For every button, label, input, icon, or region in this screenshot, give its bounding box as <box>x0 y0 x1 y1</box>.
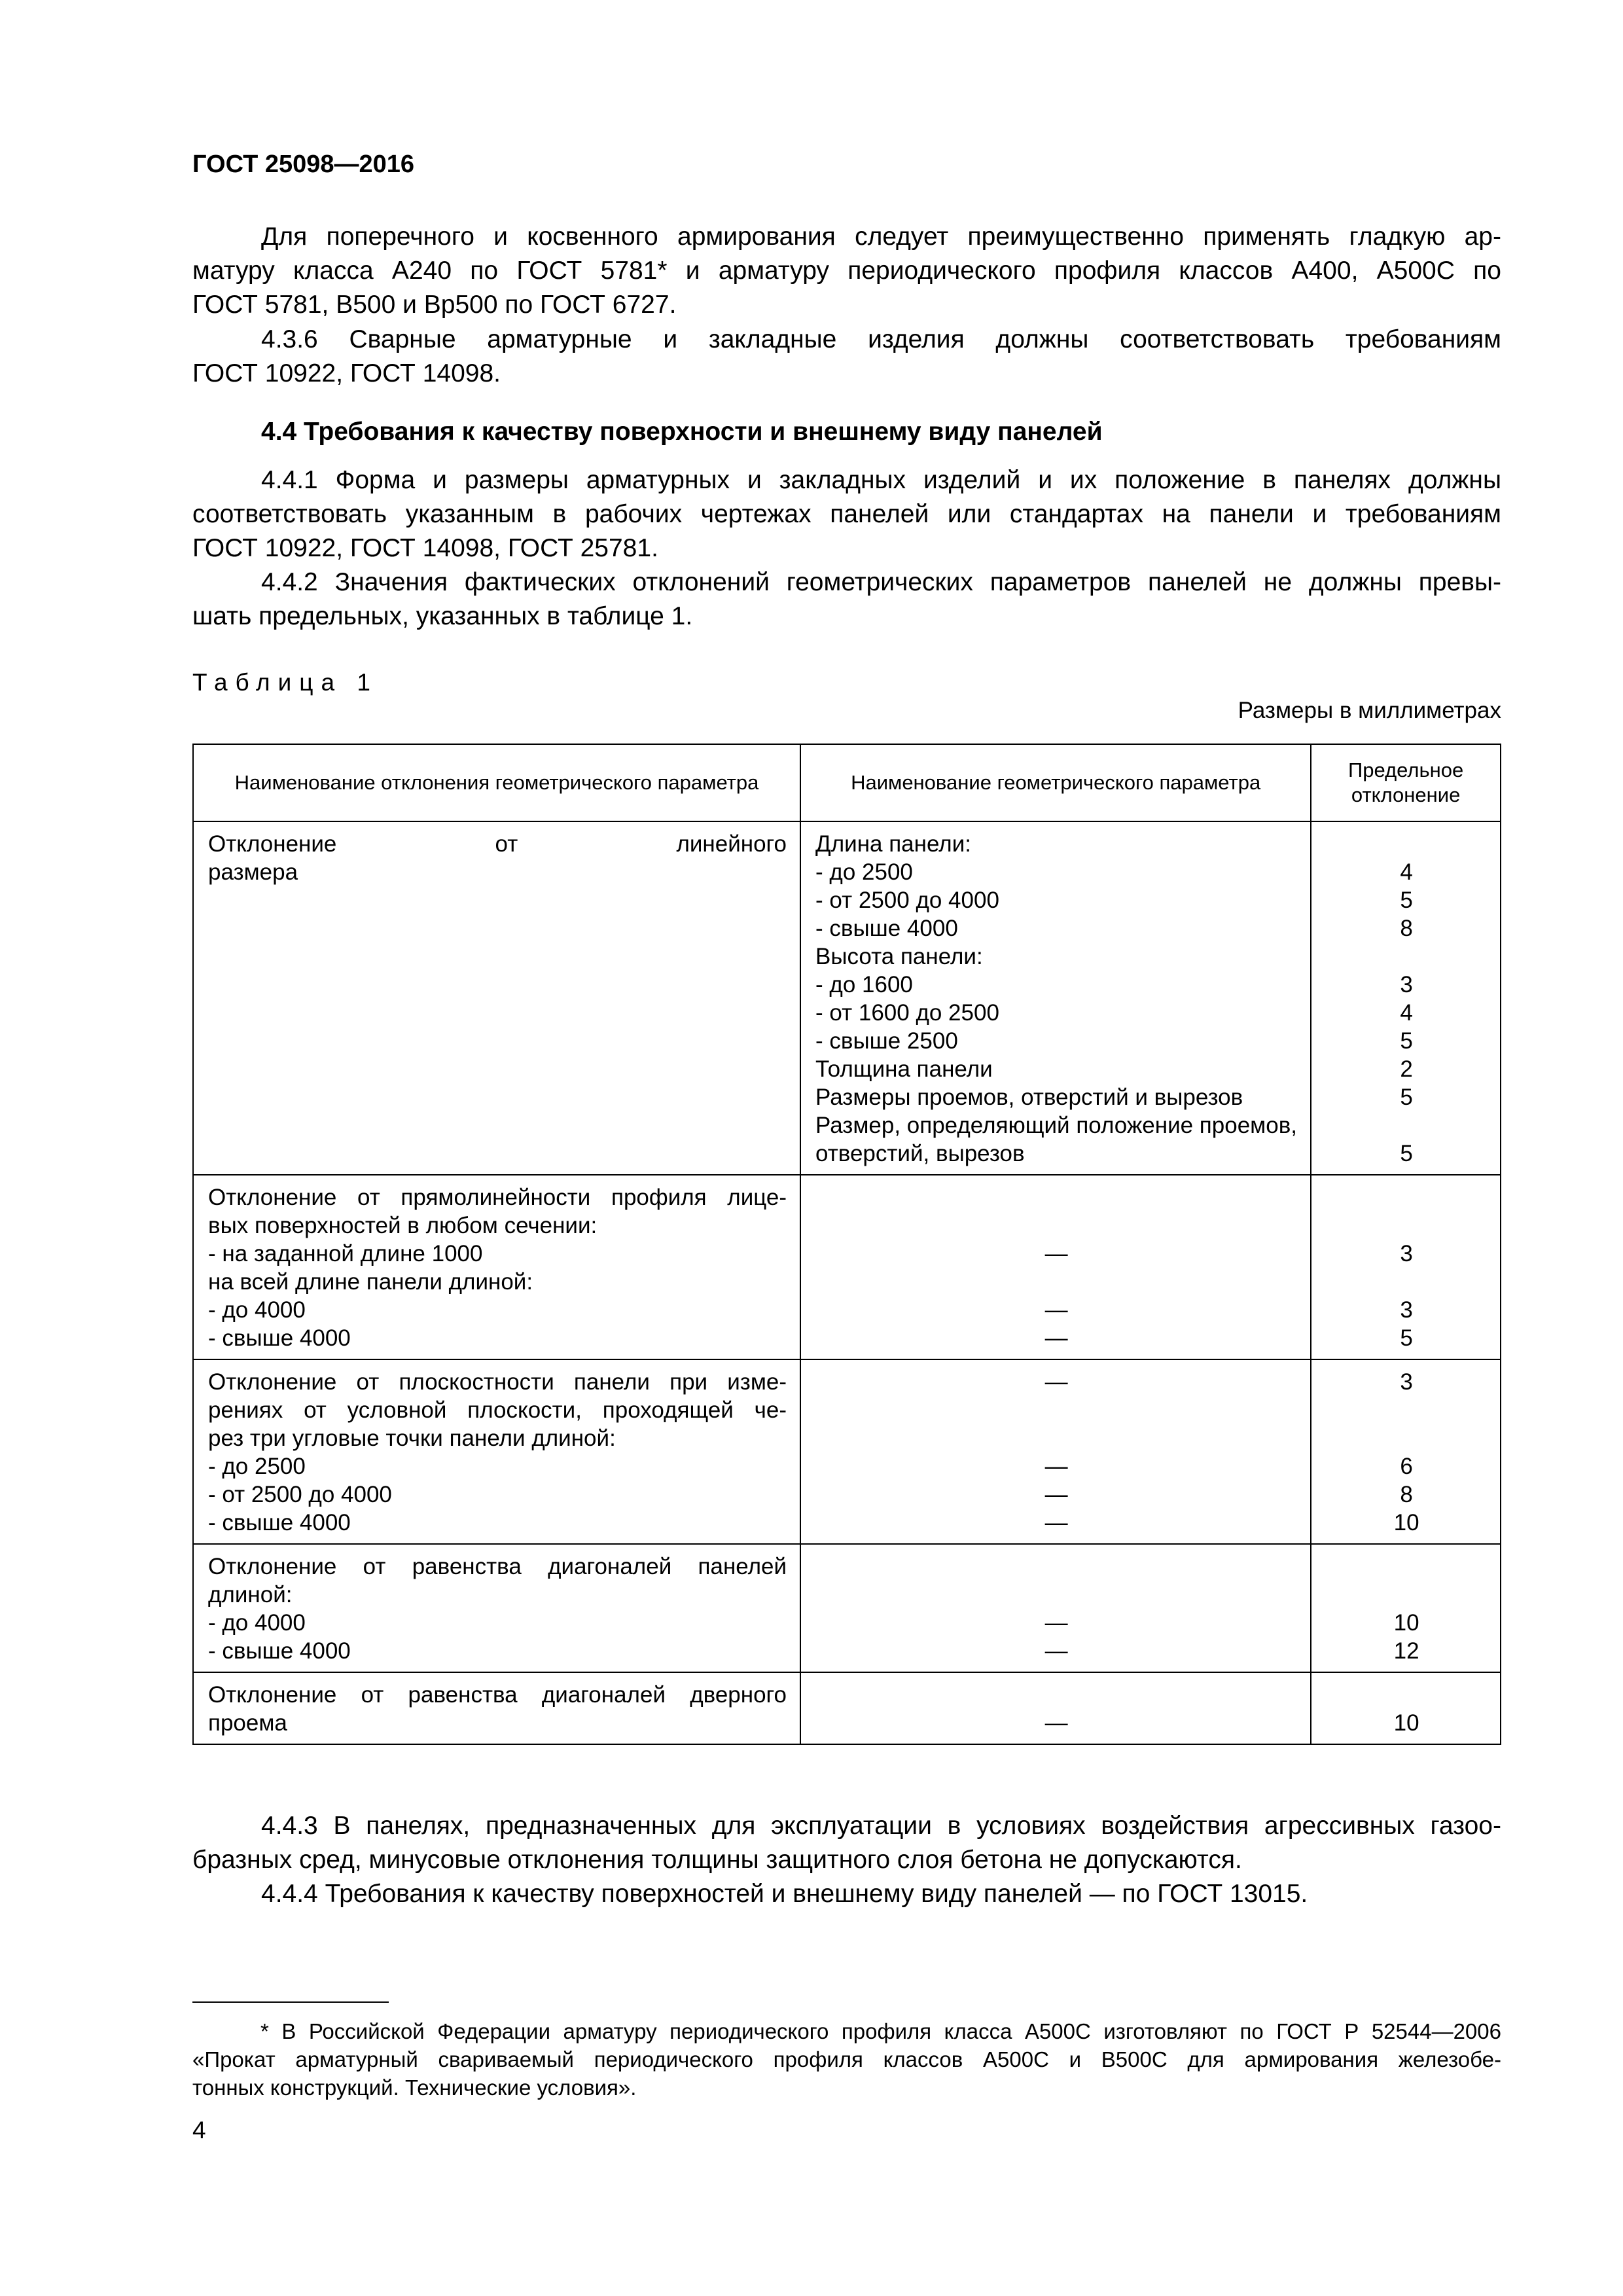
cell-line: - до 4000 <box>208 1610 306 1636</box>
parameter-cell <box>800 1359 1311 1544</box>
section-title: 4.4 Требования к качеству поверхности и внешнему виду панелей <box>261 418 1103 446</box>
limit-cell <box>1311 1175 1501 1359</box>
text-line: бразных сред, минусовые отклонения толщины защитного слоя бетона не допускаются. <box>192 1846 1242 1874</box>
deviation-cell <box>193 1672 800 1744</box>
cell-line: — <box>1044 1241 1068 1266</box>
cell-line: длиной: <box>208 1582 293 1607</box>
cell-line: Отклонение от прямолинейности профиля лице- <box>208 1185 787 1210</box>
page-number: 4 <box>192 2117 206 2144</box>
cell-line: 3 <box>1400 1297 1413 1323</box>
cell-line: - свыше 4000 <box>208 1638 351 1664</box>
cell-line: размера <box>208 859 298 885</box>
footnote <box>192 2017 1501 2102</box>
cell-line: 3 <box>1400 972 1413 997</box>
text-line: Для поперечного и косвенного армирования следует преимущественно применять гладкую ар- <box>261 223 1501 251</box>
table-row <box>193 1175 1501 1359</box>
parameter-cell <box>800 1672 1311 1744</box>
footnote-line: тонных конструкций. Технические условия». <box>192 2075 637 2100</box>
cell-line: - на заданной длине 1000 <box>208 1241 483 1266</box>
cell-line: - до 2500 <box>208 1454 306 1479</box>
cell-line: — <box>1044 1710 1068 1736</box>
cell-line: 6 <box>1400 1454 1413 1479</box>
deviation-cell <box>193 821 800 1175</box>
text-line: ГОСТ 10922, ГОСТ 14098. <box>192 359 501 387</box>
footnote-line: * В Российской Федерации арматуру периодического профиля класса А500С изготовляют по ГОСТ Р 52544—2006 <box>260 2019 1501 2043</box>
cell-line: - до 4000 <box>208 1297 306 1323</box>
cell-line: - от 1600 до 2500 <box>815 1000 999 1026</box>
cell-line: на всей длине панели длиной: <box>208 1269 533 1295</box>
cell-line: - свыше 4000 <box>208 1325 351 1351</box>
table-units: Размеры в миллиметрах <box>1238 698 1501 723</box>
table-row <box>193 821 1501 1175</box>
deviation-cell <box>193 1175 800 1359</box>
limit-cell <box>1311 821 1501 1175</box>
cell-line: 5 <box>1400 888 1413 913</box>
parameter-cell <box>800 1544 1311 1672</box>
text-line: ГОСТ 10922, ГОСТ 14098, ГОСТ 25781. <box>192 534 658 562</box>
parameter-cell <box>800 1175 1311 1359</box>
cell-line: — <box>1044 1297 1068 1323</box>
text-line: 4.4.2 Значения фактических отклонений геометрических параметров панелей не должны превы- <box>261 568 1501 596</box>
cell-line: вых поверхностей в любом сечении: <box>208 1213 597 1238</box>
cell-line: Толщина панели <box>815 1056 993 1082</box>
cell-line: 5 <box>1400 1325 1413 1351</box>
cell-line: Размер, определяющий положение проемов, <box>815 1113 1298 1138</box>
cell-line: - свыше 4000 <box>208 1510 351 1535</box>
column-header-deviation: Наименование отклонения геометрического параметра <box>193 744 800 821</box>
table-row <box>193 1672 1501 1744</box>
cell-line: 3 <box>1400 1369 1413 1395</box>
column-header-limit: Предельное отклонение <box>1311 744 1501 821</box>
text-line: 4.3.6 Сварные арматурные и закладные изделия должны соответствовать требованиям <box>261 325 1501 353</box>
table-header-row <box>193 744 1501 821</box>
cell-line: 10 <box>1393 1510 1419 1535</box>
limit-cell <box>1311 1359 1501 1544</box>
paragraph-4-4-4 <box>192 1877 1501 1911</box>
cell-line: - от 2500 до 4000 <box>815 888 999 913</box>
cell-line: 10 <box>1393 1710 1419 1736</box>
cell-line: 4 <box>1400 1000 1413 1026</box>
text-line: 4.4.3 В панелях, предназначенных для эксплуатации в условиях воздействия агрессивных газоо- <box>261 1812 1501 1840</box>
text-line: 4.4.4 Требования к качеству поверхностей и внешнему виду панелей — по ГОСТ 13015. <box>261 1880 1308 1908</box>
cell-line: Отклонение от равенства диагоналей панелей <box>208 1554 787 1579</box>
cell-line: — <box>1044 1369 1068 1395</box>
cell-line: проема <box>208 1710 287 1736</box>
text-line: ГОСТ 5781, В500 и Вр500 по ГОСТ 6727. <box>192 291 677 319</box>
paragraph-4-4-1 <box>192 463 1501 565</box>
cell-line: рениях от условной плоскости, проходящей че- <box>208 1397 787 1423</box>
deviation-cell <box>193 1359 800 1544</box>
column-header-parameter: Наименование геометрического параметра <box>800 744 1311 821</box>
cell-line: Отклонение от линейного <box>208 831 787 857</box>
text-line: матуру класса А240 по ГОСТ 5781* и арматуру периодического профиля классов А400, А500С по <box>192 257 1501 285</box>
document-header: ГОСТ 25098—2016 <box>192 151 415 178</box>
table-caption: Таблица 1 <box>192 669 378 696</box>
cell-line: Размеры проемов, отверстий и вырезов <box>815 1085 1243 1110</box>
cell-line: отверстий, вырезов <box>815 1141 1025 1166</box>
cell-line: 3 <box>1400 1241 1413 1266</box>
text-line: 4.4.1 Форма и размеры арматурных и закладных изделий и их положение в панелях должны <box>261 466 1501 494</box>
cell-line: Отклонение от плоскостности панели при изме- <box>208 1369 787 1395</box>
cell-line: 5 <box>1400 1028 1413 1054</box>
cell-line: рез три угловые точки панели длиной: <box>208 1426 616 1451</box>
cell-line: - от 2500 до 4000 <box>208 1482 392 1507</box>
paragraph-4-4-2 <box>192 565 1501 634</box>
cell-line: - до 1600 <box>815 972 913 997</box>
deviation-cell <box>193 1544 800 1672</box>
cell-line: 8 <box>1400 916 1413 941</box>
cell-line: Высота панели: <box>815 944 983 969</box>
cell-line: — <box>1044 1510 1068 1535</box>
cell-line: — <box>1044 1638 1068 1664</box>
table-row <box>193 1544 1501 1672</box>
table-row <box>193 1359 1501 1544</box>
footnote-separator <box>192 2001 389 2003</box>
limit-cell <box>1311 1544 1501 1672</box>
cell-line: 10 <box>1393 1610 1419 1636</box>
cell-line: 5 <box>1400 1085 1413 1110</box>
parameter-cell <box>800 821 1311 1175</box>
cell-line: — <box>1044 1610 1068 1636</box>
paragraph-4-3-6 <box>192 323 1501 391</box>
paragraph-4-4-3 <box>192 1809 1501 1877</box>
cell-line: 8 <box>1400 1482 1413 1507</box>
cell-line: 12 <box>1393 1638 1419 1664</box>
cell-line: - свыше 2500 <box>815 1028 958 1054</box>
cell-line: 5 <box>1400 1141 1413 1166</box>
cell-line: 2 <box>1400 1056 1413 1082</box>
cell-line: - до 2500 <box>815 859 913 885</box>
footnote-line: «Прокат арматурный свариваемый периодического профиля классов А500С и В500С для армирования железобе- <box>192 2047 1501 2072</box>
cell-line: — <box>1044 1325 1068 1351</box>
cell-line: Длина панели: <box>815 831 971 857</box>
cell-line: — <box>1044 1454 1068 1479</box>
paragraph-reinforcement <box>192 220 1501 322</box>
cell-line: Отклонение от равенства диагоналей дверного <box>208 1682 787 1708</box>
cell-line: 4 <box>1400 859 1413 885</box>
deviations-table <box>192 744 1501 1745</box>
cell-line: — <box>1044 1482 1068 1507</box>
cell-line: - свыше 4000 <box>815 916 958 941</box>
text-line: соответствовать указанным в рабочих чертежах панелей или стандартах на панели и требованиям <box>192 500 1501 528</box>
limit-cell <box>1311 1672 1501 1744</box>
text-line: шать предельных, указанных в таблице 1. <box>192 602 693 630</box>
